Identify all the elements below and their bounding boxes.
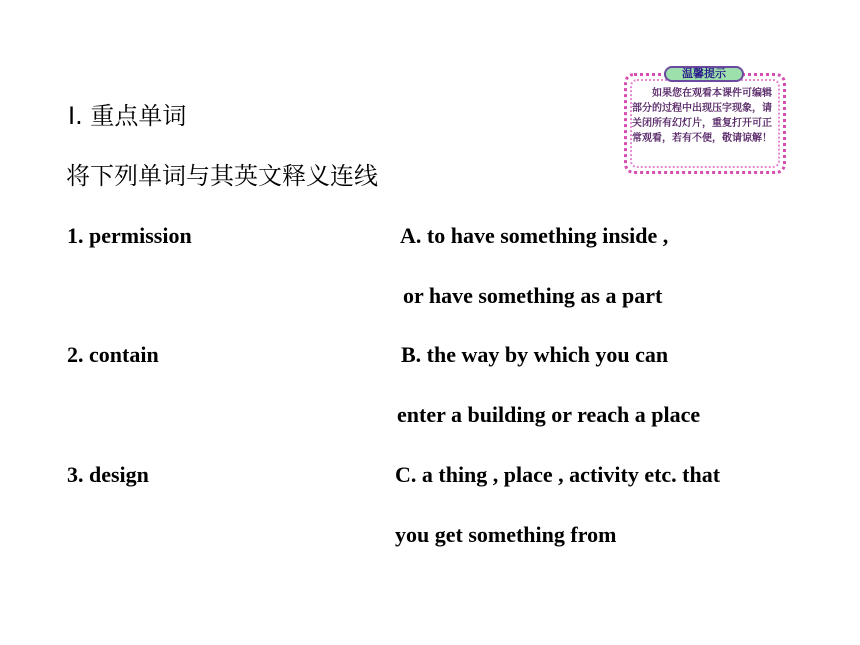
- definition-b-line1: B. the way by which you can: [401, 342, 669, 367]
- definition-b-line2: enter a building or reach a place: [397, 402, 701, 427]
- word-1: 1. permission: [67, 223, 192, 248]
- tip-title: 温馨提示: [664, 66, 744, 82]
- section-heading: Ⅰ. 重点单词: [68, 102, 187, 130]
- definition-c-line1: C. a thing , place , activity etc. that: [395, 462, 721, 487]
- word-2: 2. contain: [67, 342, 159, 367]
- tip-text: 如果您在观看本课件可编辑部分的过程中出现压字现象，请关闭所有幻灯片，重复打开可正常观看，若有不便，敬请谅解！: [632, 88, 772, 144]
- definition-c-line2: you get something from: [395, 522, 617, 547]
- definition-a-line2: or have something as a part: [403, 283, 663, 308]
- definition-a-line1: A. to have something inside ,: [400, 223, 669, 248]
- word-3: 3. design: [67, 462, 149, 487]
- instruction-text: 将下列单词与其英文释义连线: [66, 162, 378, 190]
